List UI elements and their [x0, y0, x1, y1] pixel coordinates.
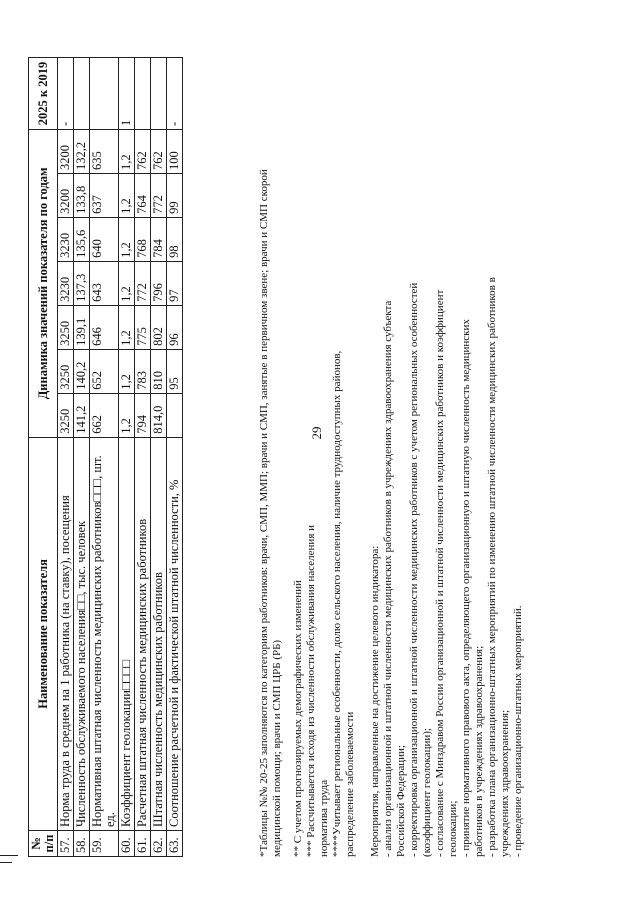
year-value: 802 [151, 305, 167, 349]
table-row [135, 58, 151, 857]
page-number: 29 [309, 426, 324, 440]
year-value: 635 [90, 129, 119, 173]
year-value: 810 [151, 349, 167, 393]
footnote-2: ** С учетом прогнозируемых демографических изменений [292, 580, 304, 857]
year-value: 814,0 [151, 393, 167, 437]
year-value: 643 [90, 261, 119, 305]
year-value: 796 [151, 261, 167, 305]
footnote-1-line-2: медицинской помощи; врачи и СМП ЦРБ (РБ) [271, 639, 283, 857]
indicator-name: Нормативная штатная численность медицинских работников□□□, шт. ед. [90, 437, 119, 830]
measure-line: - принятие нормативного правового акта, определяющего организационную и штатную численность медицинских [460, 319, 472, 857]
header-name: Наименование показателя [29, 437, 58, 830]
measure-line: - проведение организационно-штатных мероприятий. [512, 605, 524, 857]
header-num: № п/п [29, 831, 58, 857]
final-ratio [90, 58, 119, 130]
indicator-name: Численность обслуживаемого населения□□, тыс. человек [74, 437, 90, 830]
year-value: 141,2 [74, 393, 90, 437]
year-value: 3230 [58, 261, 74, 305]
year-value: 1,2 [119, 393, 135, 437]
indicator-name: Расчетная штатная численность медицинских работников [135, 437, 151, 830]
footnote-4-line-2: распределение заболеваемости [344, 711, 356, 857]
year-value: 3250 [58, 349, 74, 393]
year-value: 783 [135, 349, 151, 393]
year-value: 1,2 [119, 349, 135, 393]
year-value: 775 [135, 305, 151, 349]
indicators-table [28, 57, 183, 857]
year-value: 133,8 [74, 173, 90, 217]
year-value [167, 393, 183, 437]
footnote-3-line-1: *** Рассчитывается исходя из численности обслуживания населения и [305, 524, 317, 857]
footnote-4-line-1: ****Учитывает региональные особенности, долю сельского населения, наличие труднодоступных районов, [331, 350, 343, 857]
row-number: 63. [167, 831, 183, 857]
year-value: 132,2 [74, 129, 90, 173]
year-value: 1,2 [119, 129, 135, 173]
table-row [90, 58, 119, 857]
measures-list [382, 57, 525, 857]
year-value: 3200 [58, 129, 74, 173]
footnote-1-line-1: *Таблицы №№ 20-25 заполняются по категориям работников: врачи, СМП, ММП; врачи и СМП, занятые в первичном звене; врачи и СМП скорой [258, 169, 270, 857]
table-row [119, 58, 135, 857]
indicator-name: Норма труда в среднем на 1 работника (на ставку), посещения [58, 437, 74, 830]
measure-line: - разработка плана организационно-штатных мероприятий по изменению штатной численности медицинских работников в [486, 277, 498, 857]
header-final: 2025 к 2019 [29, 58, 58, 130]
year-value: 772 [135, 261, 151, 305]
row-number: 58. [74, 831, 90, 857]
final-ratio: - [58, 58, 74, 130]
indicator-name: Штатная численность медицинских работников [151, 437, 167, 830]
table-header-row [29, 58, 58, 857]
final-ratio [74, 58, 90, 130]
header-dynamics: Динамика значений показателя по годам [29, 129, 58, 437]
row-number: 62. [151, 831, 167, 857]
final-ratio: - [167, 58, 183, 130]
footnote-3-line-2: норматива труда [318, 779, 330, 857]
table-row [74, 58, 90, 857]
measures-title: Мероприятия, направленные на достижение целевого индикатора: [369, 545, 381, 857]
year-value: 764 [135, 173, 151, 217]
indicator-name: Коэффициент геолокации□□□□ [119, 437, 135, 830]
year-value: 762 [135, 129, 151, 173]
measure-line: - анализ организационной и штатной численности медицинских работников в учреждениях здравоохранения субъекта [382, 300, 394, 857]
rotated-page-content [25, 27, 615, 877]
final-ratio [151, 58, 167, 130]
measure-line: работников в учреждениях здравоохранения; [473, 645, 485, 857]
row-number: 59. [90, 831, 119, 857]
year-value: 1,2 [119, 173, 135, 217]
measure-line: (коэффициент геолокации); [421, 728, 433, 857]
year-value: 3230 [58, 217, 74, 261]
year-value: 794 [135, 393, 151, 437]
year-value: 1,2 [119, 261, 135, 305]
year-value: 95 [167, 349, 183, 393]
indicator-name: Соотношение расчетной и фактической штатной численности, % [167, 437, 183, 830]
year-value: 1,2 [119, 305, 135, 349]
year-value: 135,6 [74, 217, 90, 261]
year-value: 96 [167, 305, 183, 349]
final-ratio [135, 58, 151, 130]
year-value: 3200 [58, 173, 74, 217]
footnotes [258, 57, 525, 857]
table-row [58, 58, 74, 857]
year-value: 768 [135, 217, 151, 261]
year-value: 772 [151, 173, 167, 217]
year-value: 1,2 [119, 217, 135, 261]
measure-line: учреждениях здравоохранения; [499, 709, 511, 857]
table-row [151, 58, 167, 857]
year-value: 640 [90, 217, 119, 261]
row-number: 61. [135, 831, 151, 857]
measure-line: - корректировка организационной и штатной численности медицинских работников с учетом региональных особенностей [408, 282, 420, 857]
year-value: 646 [90, 305, 119, 349]
year-value: 3250 [58, 305, 74, 349]
year-value: 637 [90, 173, 119, 217]
row-number: 57. [58, 831, 74, 857]
year-value: 784 [151, 217, 167, 261]
table-row [167, 58, 183, 857]
year-value: 140,2 [74, 349, 90, 393]
measure-line: геолокации; [447, 800, 459, 857]
measure-line: - согласование с Минздравом России организационной и штатной численности медицинских работников и коэффициент [434, 289, 446, 857]
year-value: 99 [167, 173, 183, 217]
measure-line: Российской Федерации; [395, 745, 407, 857]
year-value: 139,1 [74, 305, 90, 349]
row-number: 60. [119, 831, 135, 857]
year-value: 137,3 [74, 261, 90, 305]
year-value: 662 [90, 393, 119, 437]
bottom-rule [0, 855, 18, 856]
year-value: 762 [151, 129, 167, 173]
year-value: 3250 [58, 393, 74, 437]
bottom-rule-short [0, 862, 12, 863]
final-ratio: 1 [119, 58, 135, 130]
year-value: 652 [90, 349, 119, 393]
year-value: 100 [167, 129, 183, 173]
year-value: 98 [167, 217, 183, 261]
year-value: 97 [167, 261, 183, 305]
